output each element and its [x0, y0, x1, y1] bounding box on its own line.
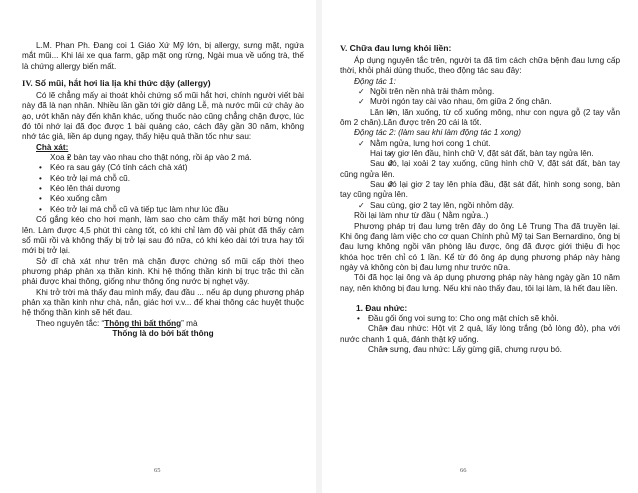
exercise-2-step-2: ✓ Hai tay giơ lên đầu, hình chữ V, đặt sát đất, bàn tay ngửa lên. [340, 149, 620, 159]
section-iv-heading [22, 78, 304, 89]
rubbing-step-5: • Kéo xuống cằm [22, 194, 304, 204]
repeat-note: Rồi lại làm như từ đầu ( Nằm ngửa..) [354, 211, 489, 221]
right-page [322, 0, 638, 493]
rubbing-subheading: Chà xát: [36, 142, 69, 152]
principle-suffix: ” mà [181, 318, 198, 328]
section-iv-number: IV. [22, 78, 33, 89]
exercise-1-step-1: ✓ Ngồi trên nền nhà trải thảm mỏng. [340, 87, 620, 97]
exercise-2-step-5: ✓ Sau cùng, giơ 2 tay lên, ngồi nhỏm dậy. [340, 201, 620, 211]
left-page-number: 65 [154, 467, 161, 474]
principle-line-2: Thống là do bởi bất thông [112, 328, 214, 338]
section-v-paragraph-3: Tôi đã học lại ông và áp dụng phương pháp này hàng ngày gần 10 năm nay, nên không bị đau lưng. Nếu khi nào thấy đau, tôi lại làm, là hết đau liền. [340, 273, 620, 293]
section-v-heading [340, 43, 620, 54]
subsection-1-heading [340, 303, 620, 314]
section-v-paragraph-2: Phương pháp trị đau lưng trên đây do ông Lê Trung Tha đã truyền lại. Khi ông đang làm việc cho cơ quan Chính phủ Mỹ tại San Bernardino, ông bị đau lưng không ngồi văn phòng lâu được, ông đã được giới thiệu đi học khóa học trên chỉ có 1 lần. Kể từ đó ông áp dụng phương pháp này hàng ngày và không còn bị đau lưng như trước nữa. [340, 221, 620, 272]
section-iv-paragraph-3: Sở dĩ chà xát như trên mà chặn được chứng sổ mũi cấp thời theo phương pháp phản xạ thần kinh. Khi hệ thống thần kinh bị trục trặc thì cần phải được khai thông, giống như thông ống nước bị nghẹt vậy. [22, 256, 304, 287]
exercise-1-step-2: ✓ Mười ngón tay cài vào nhau, ôm giữa 2 ống chân. [340, 97, 620, 107]
right-page-number: 66 [460, 467, 467, 474]
rubbing-step-4: • Kéo lên thái dương [22, 184, 304, 194]
exercise-2-label: Động tác 2: (làm sau khi làm động tác 1 xong) [354, 128, 522, 138]
rubbing-step-6: • Kéo trở lại má chỗ cũ và tiếp tục làm như lúc đầu [22, 205, 304, 215]
principle-emphasis: Thông thì bất thống [104, 318, 182, 328]
section-iv-paragraph-1: Có lẽ chẳng mấy ai thoát khỏi chứng sổ mũi hắt hơi, chính người viết bài này đã là nạn nhân. Nhiều lần gần tới giờ dâng Lễ, mà nước mũi cứ chảy ào ạo, ướt khăn này đến khăn khác, uống thuốc nào cũng chẳng chặn được, lúc đó tôi nhớ lại đã đọc được 1 bài quảng cáo, cách đây gần 30 năm, không nhớ tác giả, liền áp dụng ngay, thấy hiệu quả thần tốc như sau: [22, 91, 304, 142]
section-iv-paragraph-4: Khi trở trời mà thấy đau mình mẩy, đau đầu ... nếu áp dụng phương pháp phản xạ thần kinh như chà, nắn, giác hơi v.v... để khai thông các huyệt thuộc hệ thống thần kinh sẽ hết đau. [22, 287, 304, 318]
exercise-2-step-3: ✓ Sau đó, lại xoải 2 tay xuống, cũng hình chữ V, đặt sát đất, bàn tay cũng ngửa lên. [340, 159, 620, 180]
rubbing-step-1: • Xoa 2 bàn tay vào nhau cho thật nóng, rồi áp vào 2 má. [22, 153, 304, 163]
exercise-1-label: Động tác 1: [354, 76, 396, 86]
section-v-title: Chữa đau lưng khỏi liền: [349, 43, 452, 53]
section-v-number: V. [340, 43, 348, 53]
principle-line [22, 319, 304, 329]
rubbing-step-2: • Kéo ra sau gáy (Có tính cách chà xát) [22, 163, 304, 173]
exercise-1-step-3: ✓ Lăn lên, lăn xuống, từ cổ xuống mông, như con ngựa gỗ (2 tay vẫn ôm 2 chân).Lăn được trên 20 cái là tốt. [340, 108, 620, 129]
intro-paragraph: L.M. Phan Ph. Đang coi 1 Giáo Xứ Mỹ lớn, bị allergy, sưng mặt, ngứa mắt mũi... Khi lái xe qua farm, gặp mặt ong rừng, Ngài mua về uống trà, thế là chứng allergy biến mất. [22, 41, 304, 71]
subsection-1-title: Đau nhức: [365, 302, 408, 313]
pain-remedy-2: • Chân đau nhức: Hột vịt 2 quả, lấy lòng trắng (bỏ lòng đỏ), pha với nước chanh 1 quả, đánh thật kỹ uống. [340, 324, 620, 345]
rubbing-step-3: • Kéo trở lại má chỗ cũ. [22, 174, 304, 184]
pain-remedy-1: • Đầu gối ống voi sưng to: Cho ong mật chích sẽ khỏi. [340, 314, 620, 324]
section-iv-title: Sổ mũi, hắt hơi lia lịa khi thức dậy (allergy) [34, 78, 211, 89]
pain-remedy-3: • Chân sưng, đau nhức: Lấy gừng giã, chưng rượu bó. [340, 345, 620, 355]
subsection-1-number: 1. [356, 302, 363, 313]
left-page [0, 0, 316, 493]
section-v-paragraph-1: Áp dụng nguyên tắc trên, người ta đã tìm cách chữa bệnh đau lưng cấp thời, khỏi phải dùng thuốc, theo động tác sau đây: [340, 56, 620, 76]
exercise-2-step-1: ✓ Nằm ngửa, lưng hơi cong 1 chút. [340, 139, 620, 149]
section-iv-paragraph-2: Cố gắng kéo cho hơi mạnh, làm sao cho cảm thấy mặt hơi bừng nóng lên. Làm được 4,5 phút thì càng tốt, có khi chỉ làm độ vài phút đã thấy cảm sổ mũi rồi và không thấy bị trở lại sau đó nữa, có khi kéo dài tới trưa hay tối mới bị trở lại. [22, 215, 304, 256]
principle-prefix: Theo nguyên tắc: “ [36, 318, 105, 328]
exercise-2-step-4: ✓ Sau đó lại giơ 2 tay lên phía đầu, đặt sát đất, hình song song, bàn tay cũng ngửa lên. [340, 180, 620, 201]
